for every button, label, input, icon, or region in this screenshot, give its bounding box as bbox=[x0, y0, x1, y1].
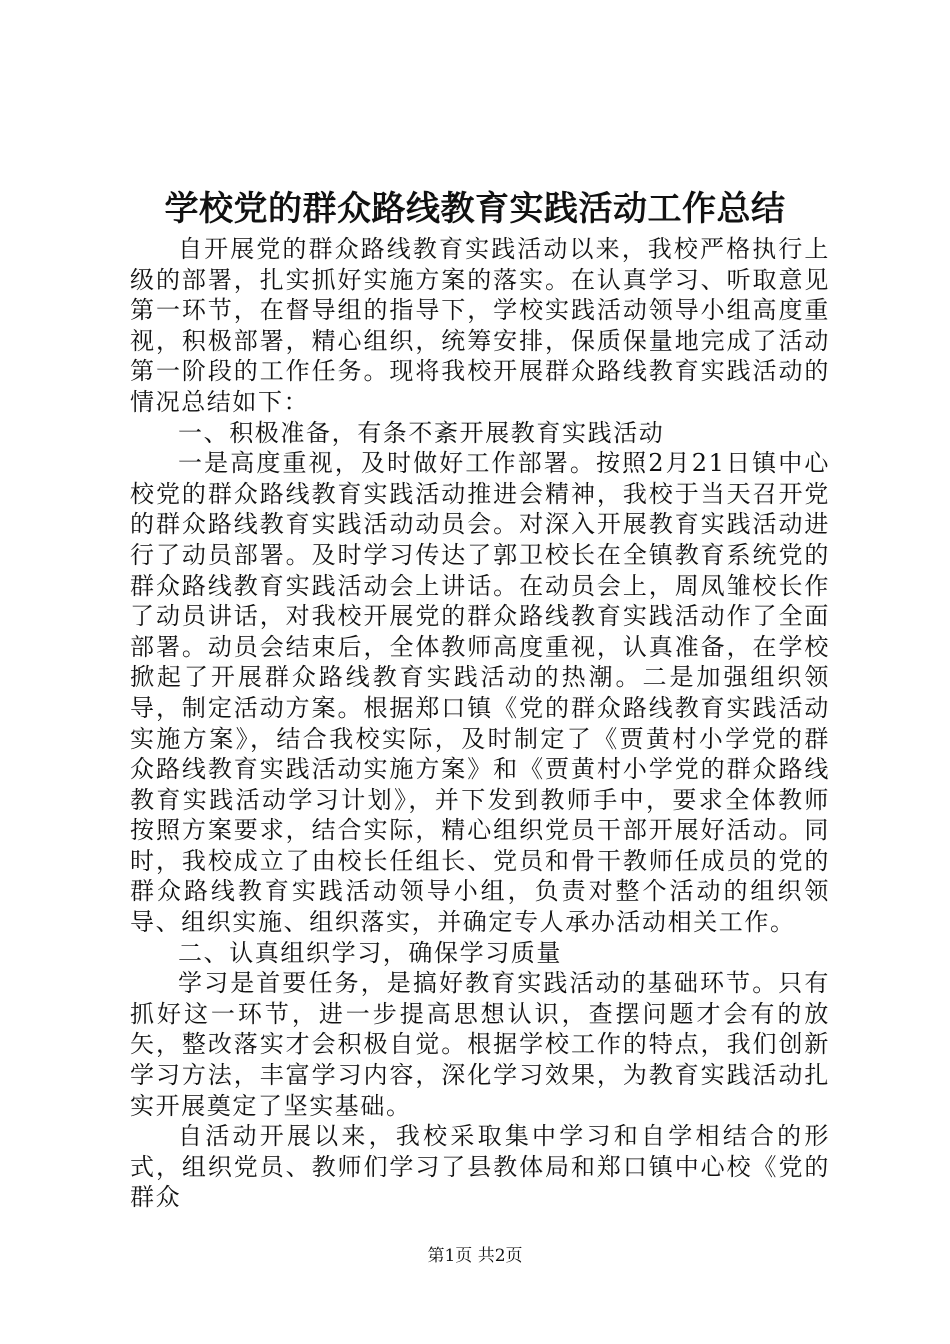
document-body bbox=[130, 234, 830, 1213]
document-title: 学校党的群众路线教育实践活动工作总结 bbox=[164, 189, 786, 229]
section-2-paragraph-2: 自活动开展以来，我校采取集中学习和自学相结合的形式，组织党员、教师们学习了县教体局和郑口镇中心校《党的群众 bbox=[130, 1122, 830, 1212]
intro-paragraph: 自开展党的群众路线教育实践活动以来，我校严格执行上级的部署，扎实抓好实施方案的落实。在认真学习、听取意见第一环节，在督导组的指导下，学校实践活动领导小组高度重视，积极部署，精心组织，统筹安排，保质保量地完成了活动第一阶段的工作任务。现将我校开展群众路线教育实践活动的情况总结如下： bbox=[130, 235, 830, 416]
section-heading-1: 一、积极准备，有条不紊开展教育实践活动 bbox=[178, 418, 665, 447]
section-1-paragraph: 一是高度重视，及时做好工作部署。按照2月21日镇中心校党的群众路线教育实践活动推进会精神，我校于当天召开党的群众路线教育实践活动动员会。对深入开展教育实践活动进行了动员部署。及时学习传达了郭卫校长在全镇教育系统党的群众路线教育实践活动会上讲话。在动员会上，周凤雏校长作了动员讲话，对我校开展党的群众路线教育实践活动作了全面部署。动员会结束后，全体教师高度重视，认真准备，在学校掀起了开展群众路线教育实践活动的热潮。二是加强组织领导，制定活动方案。根据郑口镇《党的群众路线教育实践活动实施方案》，结合我校实际，及时制定了《贾黄村小学党的群众路线教育实践活动实施方案》和《贾黄村小学党的群众路线教育实践活动学习计划》，并下发到教师手中，要求全体教师按照方案要求，结合实际，精心组织党员干部开展好活动。同时，我校成立了由校长任组长、党员和骨干教师任成员的党的群众路线教育实践活动领导小组，负责对整个活动的组织领导、组织实施、组织落实，并确定专人承办活动相关工作。 bbox=[130, 449, 830, 937]
page-footer: 第1页 共2页 bbox=[427, 1246, 523, 1266]
section-heading-2: 二、认真组织学习，确保学习质量 bbox=[178, 938, 562, 967]
section-2-paragraph-1: 学习是首要任务，是搞好教育实践活动的基础环节。只有抓好这一环节，进一步提高思想认识，查摆问题才会有的放矢，整改落实才会积极自觉。根据学校工作的特点，我们创新学习方法，丰富学习内容，深化学习效果，为教育实践活动扎实开展奠定了坚实基础。 bbox=[130, 969, 830, 1120]
